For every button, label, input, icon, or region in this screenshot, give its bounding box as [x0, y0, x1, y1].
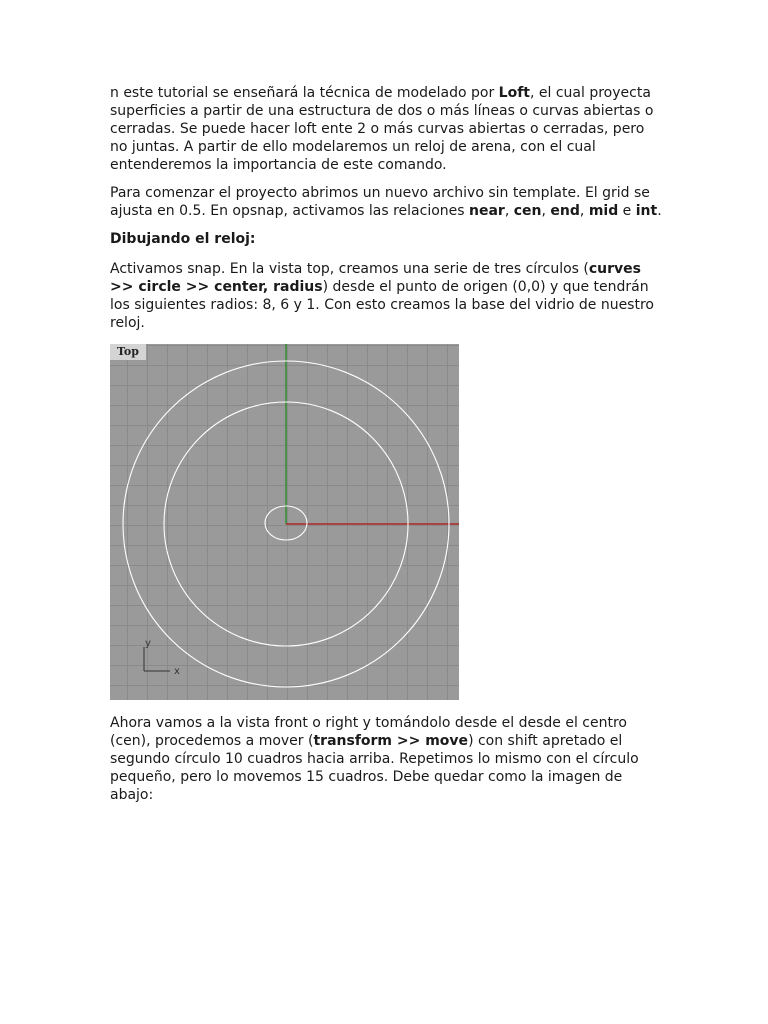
- snap-end: end: [550, 203, 580, 219]
- intro-text-end: , el cual proyecta superficies a partir de una estructura de dos o más líneas o curvas abiertas o cerradas. Se puede hacer loft ente 2 o más curvas abiertas o cerradas, pero no juntas. A partir de ello modelaremos un reloj de arena, con el cual entenderemos la importancia de este comando.: [110, 85, 654, 173]
- punctuation: .: [657, 203, 662, 219]
- axis-y-label: y: [145, 638, 151, 649]
- move-text-end: ) con shift apretado el segundo círculo 10 cuadros hacia arriba. Repetimos lo mismo con el círculo pequeño, pero lo movemos 15 cuadros. Debe quedar como la imagen de abajo:: [110, 733, 639, 803]
- circles-text-end: ) desde el punto de origen (0,0) y que tendrán los siguientes radios: 8, 6 y 1. Con esto creamos la base del vidrio de nuestro reloj.: [110, 279, 654, 331]
- snap-cen: cen: [513, 203, 542, 219]
- snap-mid: mid: [588, 203, 619, 219]
- setup-paragraph: [110, 184, 662, 220]
- axis-indicator-icon: [144, 638, 180, 677]
- move-paragraph: [110, 714, 662, 804]
- section-heading: Dibujando el reloj:: [110, 231, 256, 247]
- separator: e: [618, 203, 636, 219]
- separator: ,: [504, 203, 514, 219]
- separator: ,: [579, 203, 589, 219]
- viewport-drawing: [110, 344, 459, 700]
- intro-paragraph: [110, 84, 662, 174]
- document-page: [110, 84, 662, 804]
- circles-paragraph: [110, 260, 662, 332]
- loft-term: Loft: [498, 85, 530, 101]
- top-viewport-image: [110, 344, 459, 700]
- circle-command: curves >> circle >> center, radius: [110, 261, 641, 295]
- snap-near: near: [469, 203, 505, 219]
- circles-text-start: Activamos snap. En la vista top, creamos una serie de tres círculos (: [110, 261, 589, 277]
- snap-int: int: [635, 203, 658, 219]
- viewport-label: Top: [110, 344, 146, 360]
- move-command: transform >> move: [313, 733, 469, 749]
- move-text-start: Ahora vamos a la vista front o right y tomándolo desde el desde el centro (cen), procedemos a mover (: [110, 715, 627, 749]
- intro-text-start: n este tutorial se enseñará la técnica de modelado por: [110, 85, 499, 101]
- separator: ,: [541, 203, 551, 219]
- axis-x-label: x: [174, 666, 180, 677]
- setup-text: Para comenzar el proyecto abrimos un nuevo archivo sin template. El grid se ajusta en 0.5. En opsnap, activamos las relaciones: [110, 185, 650, 219]
